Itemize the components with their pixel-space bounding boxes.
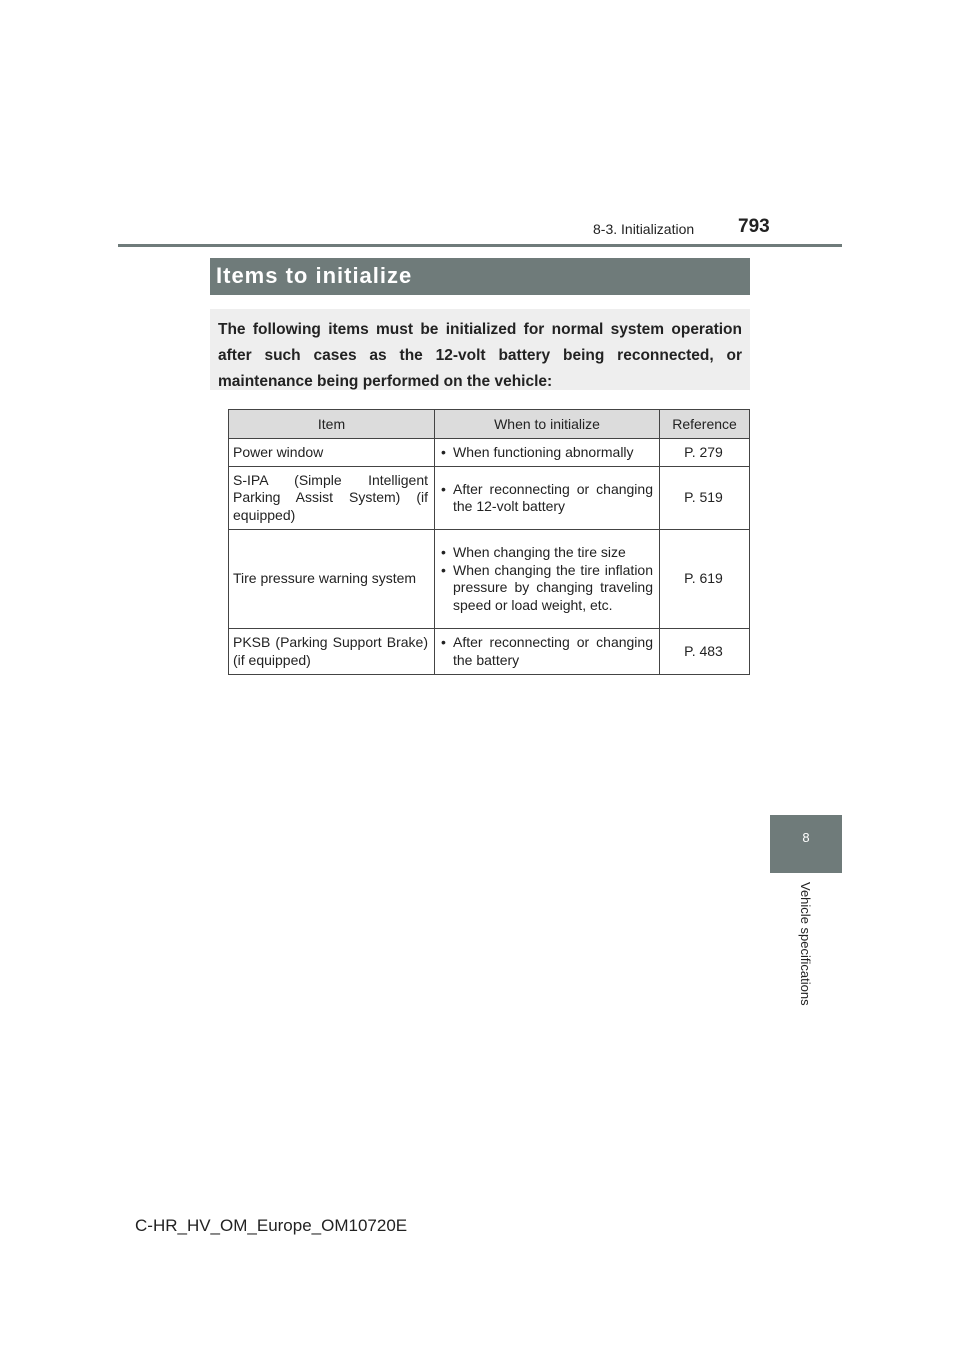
item-cell: S-IPA (Simple Intelligent Parking Assist System) (if equipped): [229, 467, 435, 530]
when-list: [439, 481, 653, 516]
when-cell: [435, 530, 660, 629]
section-title-banner: Items to initialize: [210, 258, 750, 295]
column-header-when: When to initialize: [435, 410, 660, 439]
when-list-item: • When changing the tire size: [439, 544, 653, 562]
chapter-tab[interactable]: 8: [770, 815, 842, 873]
reference-cell: P. 619: [660, 530, 750, 629]
header-section-label: 8-3. Initialization: [593, 221, 695, 237]
footer-document-code: C-HR_HV_OM_Europe_OM10720E: [135, 1216, 408, 1235]
chapter-title: Vehicle specifications: [798, 882, 813, 1006]
table-row: [229, 530, 750, 629]
item-cell: PKSB (Parking Support Brake) (if equipped): [229, 629, 435, 675]
column-header-reference: Reference: [660, 410, 750, 439]
intro-box: The following items must be initialized for normal system operation after such cases as the 12-volt battery being reconnected, or maintenance being performed on the vehicle:: [210, 309, 750, 390]
when-list-item: • After reconnecting or changing the 12-volt battery: [439, 481, 653, 516]
reference-cell: P. 519: [660, 467, 750, 530]
table-row: [229, 629, 750, 675]
when-cell: [435, 467, 660, 530]
table-header-row: [229, 410, 750, 439]
when-list-item: • When functioning abnormally: [439, 444, 653, 462]
when-list: [439, 634, 653, 669]
reference-cell: P. 279: [660, 439, 750, 467]
item-cell: Power window: [229, 439, 435, 467]
when-cell: [435, 439, 660, 467]
item-cell: Tire pressure warning system: [229, 530, 435, 629]
reference-cell: P. 483: [660, 629, 750, 675]
when-list: [439, 444, 653, 462]
when-list: [439, 544, 653, 614]
when-list-item: • After reconnecting or changing the battery: [439, 634, 653, 669]
page-number: 793: [738, 216, 770, 237]
initialization-table: [228, 409, 750, 675]
when-list-item: • When changing the tire inflation pressure by changing traveling speed or load weight, etc.: [439, 562, 653, 615]
table-row: [229, 439, 750, 467]
column-header-item: Item: [229, 410, 435, 439]
when-cell: [435, 629, 660, 675]
table-row: [229, 467, 750, 530]
header-rule: [118, 244, 842, 247]
